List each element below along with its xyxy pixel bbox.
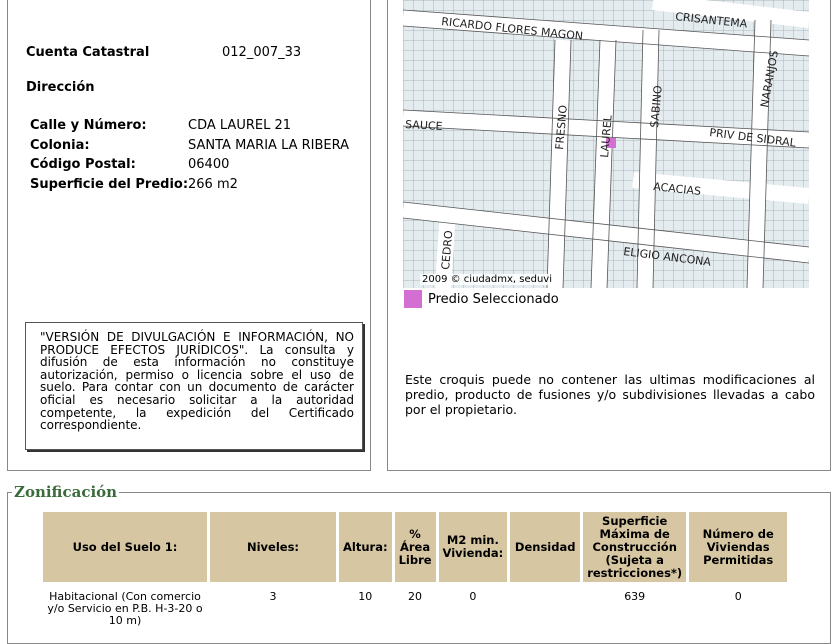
croquis-note: Este croquis puede no contener las ultimas modificaciones al predio, producto de fusiones y/o subdivisiones llevadas a cabo por el propietario. <box>405 372 815 417</box>
disclaimer-box: "VERSIÓN DE DIVULGACIÓN E INFORMACIÓN, NO PRODUCE EFECTOS JURÍDICOS". La consulta y difusión de esta información no constituye autorización, permiso o licencia sobre el uso de suelo. Para contar con un documento de carácter oficial es necesario solicitar a la autoridad competente, la expedición del Certificado correspondiente. <box>25 322 363 450</box>
colonia-value: SANTA MARIA LA RIBERA <box>188 138 350 153</box>
cuenta-catastral-label: Cuenta Catastral <box>26 45 150 60</box>
cell-densidad <box>510 585 580 628</box>
col-superficie-maxima: Superficie Máxima de Construcción (Sujeta a restricciones*) <box>583 512 686 582</box>
street-label-laurel: LAUREL <box>598 114 615 159</box>
col-uso-suelo: Uso del Suelo 1: <box>43 512 207 582</box>
col-altura: Altura: <box>339 512 392 582</box>
street-map <box>403 0 809 288</box>
calle-value: CDA LAUREL 21 <box>188 118 291 133</box>
superficie-value: 266 m2 <box>188 177 238 192</box>
direccion-heading: Dirección <box>26 80 95 95</box>
street-label-priv-sidral: PRIV DE SIDRAL <box>708 126 797 150</box>
codigo-postal-value: 06400 <box>188 157 230 172</box>
superficie-label: Superficie del Predio: <box>30 177 189 192</box>
street-label-fresno: FRESNO <box>553 104 570 151</box>
calle-label: Calle y Número: <box>30 118 147 133</box>
col-niveles: Niveles: <box>210 512 336 582</box>
table-row <box>43 585 787 628</box>
predio-legend-label: Predio Seleccionado <box>428 292 559 307</box>
cuenta-catastral-value: 012_007_33 <box>222 45 302 60</box>
cell-altura: 10 <box>358 590 373 603</box>
col-numero-viviendas: Número de Viviendas Permitidas <box>689 512 787 582</box>
col-m2-vivienda: M2 min. Vivienda: <box>439 512 508 582</box>
street-label-crisantema: CRISANTEMA <box>674 10 748 31</box>
table-header-row <box>43 512 787 582</box>
croquis-map[interactable] <box>403 0 809 288</box>
cell-niveles: 3 <box>269 590 277 603</box>
croquis-panel <box>387 0 831 471</box>
cell-numero-viviendas: 0 <box>734 590 742 603</box>
col-densidad: Densidad <box>510 512 580 582</box>
zonificacion-title: Zonificación <box>14 483 118 501</box>
predio-legend-swatch <box>404 290 422 308</box>
cell-m2-vivienda: 0 <box>469 590 477 603</box>
colonia-label: Colonia: <box>30 138 90 153</box>
cell-area-libre: 20 <box>408 590 423 603</box>
street-label-acacias: ACACIAS <box>652 180 702 198</box>
predio-info-panel <box>7 0 371 471</box>
street-label-ricardo: RICARDO FLORES MAGON <box>440 15 584 43</box>
street-label-cedro: CEDRO <box>439 229 456 271</box>
street-label-eligio: ELIGIO ANCONA <box>622 245 712 269</box>
col-area-libre: % Área Libre <box>395 512 436 582</box>
cell-superficie-maxima: 639 <box>624 590 646 603</box>
street-label-naranjos: NARANJOS <box>758 49 781 109</box>
cell-uso-suelo: Habitacional (Con comercio y/o Servicio en P.B. H-3-20 o 10 m) <box>47 590 203 627</box>
zonificacion-table <box>40 509 790 631</box>
street-label-sauce: SAUCE <box>404 118 443 133</box>
codigo-postal-label: Código Postal: <box>30 157 136 172</box>
street-label-sabino: SABINO <box>648 84 665 129</box>
map-copyright: 2009 © ciudadmx, seduvi <box>422 274 553 285</box>
